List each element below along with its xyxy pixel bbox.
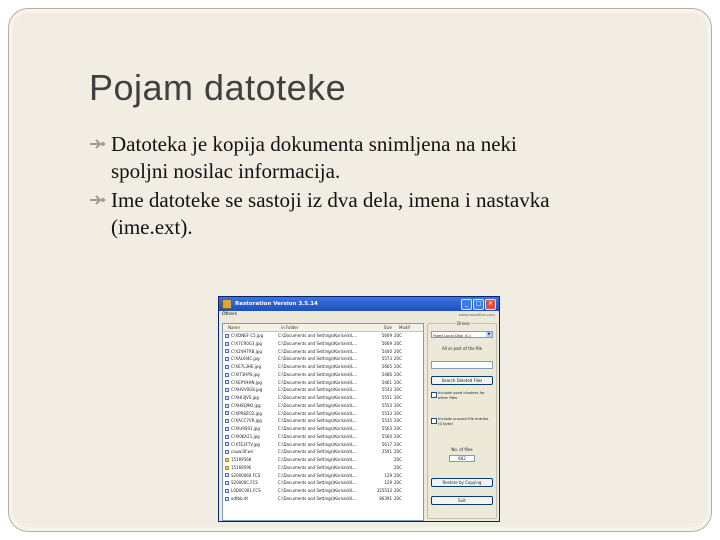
table-row[interactable] — [223, 495, 423, 503]
table-row[interactable] — [223, 417, 423, 425]
file-size-cell: 5440 — [381, 348, 392, 354]
maximize-icon[interactable]: □ — [473, 299, 484, 310]
image-file-icon — [225, 373, 229, 377]
window-title: Restoration Version 3.5.14 — [235, 301, 318, 307]
table-row[interactable] — [223, 379, 423, 387]
table-row[interactable] — [223, 448, 423, 456]
file-size-cell: 5551 — [381, 395, 392, 400]
file-name: C!XACC7VR.jpg — [231, 418, 262, 424]
file-modified-cell: 20C — [394, 410, 402, 416]
file-name-cell — [223, 340, 276, 348]
image-file-icon — [225, 427, 229, 431]
table-row[interactable] — [223, 355, 423, 363]
file-count-label: No. of files — [451, 447, 473, 452]
checkbox-label: Include used clusters for other files — [438, 390, 485, 400]
file-name-cell — [223, 472, 276, 480]
slide-title: Pojam datoteke — [89, 67, 347, 108]
file-name: C!XEPYHHN.jpg — [231, 379, 262, 385]
file-modified-cell: 20C — [394, 433, 402, 439]
file-modified-cell: 20C — [394, 387, 402, 393]
file-name-cell — [223, 363, 276, 371]
table-row[interactable] — [223, 340, 423, 348]
menu-others[interactable]: Others — [222, 312, 238, 317]
file-name-cell — [223, 386, 276, 394]
filter-label: All or part of the file — [441, 346, 483, 351]
window-titlebar — [219, 297, 499, 311]
bullet-arrow-icon — [89, 138, 107, 150]
file-name: C!XHI3JVS.jpg — [231, 395, 259, 400]
table-row[interactable] — [223, 371, 423, 379]
image-file-icon — [225, 396, 229, 400]
file-name: C!XI0KA21.jpg — [231, 433, 260, 439]
file-name: C!XPR8ZCD.jpg — [231, 410, 262, 416]
file-name: S20000C.FCS — [231, 480, 258, 486]
filter-input[interactable] — [431, 361, 493, 369]
file-modified-cell: 20C — [394, 464, 402, 470]
drives-label: Drives — [457, 321, 470, 326]
file-folder-cell: C:\Documents and Settings\Korisnik\L... — [278, 464, 358, 470]
image-file-icon — [225, 388, 229, 392]
table-row[interactable] — [223, 410, 423, 418]
column-header-size[interactable]: Size — [383, 325, 392, 330]
file-size-cell: 5560 — [381, 433, 392, 439]
file-name: C!XIT3HPS.jpg — [231, 371, 260, 377]
file-modified-cell: 20C — [394, 488, 402, 493]
table-row[interactable] — [223, 456, 423, 464]
file-modified-cell: 20C — [394, 480, 402, 486]
file-name-cell — [223, 348, 276, 356]
file-name: C!XDNEF C5.jpg — [231, 333, 264, 338]
file-name-cell — [223, 464, 276, 472]
include-used-clusters-checkbox[interactable] — [431, 391, 493, 401]
image-file-icon — [225, 473, 229, 477]
table-row[interactable] — [223, 472, 423, 480]
file-size-cell: 2591 — [381, 449, 392, 455]
checkbox-box[interactable] — [431, 418, 437, 424]
file-folder-cell: C:\Documents and Settings\Korisnik\L... — [278, 333, 358, 338]
file-size-cell: 5573 — [381, 356, 392, 362]
file-size-cell: 5553 — [381, 402, 392, 408]
table-row[interactable] — [223, 487, 423, 495]
file-name: C!X2VHTRB.jpg — [231, 348, 262, 354]
file-name-cell — [223, 394, 276, 402]
file-modified-cell: 20C — [394, 379, 402, 385]
file-name-cell — [223, 355, 276, 363]
drive-select-value: Fixed Local Disk (C:) — [433, 333, 472, 338]
file-folder-cell: C:\Documents and Settings\Korisnik\L... — [278, 348, 358, 354]
file-size-cell: 5617 — [381, 441, 392, 447]
file-modified-cell: 20C — [394, 371, 402, 377]
app-icon — [222, 299, 232, 309]
minimize-icon[interactable]: _ — [461, 299, 472, 310]
bullet-arrow-icon — [89, 194, 107, 206]
image-file-icon — [225, 365, 229, 369]
folder-icon — [225, 466, 229, 470]
file-name: C!XE7L3HE.jpg — [231, 364, 261, 369]
checkbox-box[interactable] — [431, 392, 437, 398]
table-row[interactable] — [223, 433, 423, 441]
drive-select[interactable] — [431, 331, 493, 338]
image-file-icon — [225, 450, 229, 454]
table-row[interactable] — [223, 332, 423, 340]
file-folder-cell: C:\Documents and Settings\Korisnik\L... — [278, 340, 358, 346]
column-header-name[interactable]: Name — [228, 325, 240, 330]
table-row[interactable] — [223, 386, 423, 394]
image-file-icon — [225, 435, 229, 439]
file-name-cell — [223, 417, 276, 425]
exit-button[interactable]: Exit — [431, 496, 493, 505]
image-file-icon — [225, 497, 229, 501]
file-size-cell: 5535 — [381, 418, 392, 424]
file-size-cell: 5669 — [381, 340, 392, 346]
restore-by-copying-button[interactable]: Restore by Copying — [431, 478, 493, 487]
file-name-cell — [223, 371, 276, 379]
file-folder-cell: C:\Documents and Settings\Korisnik\L... — [278, 371, 358, 377]
restoration-window-screenshot — [218, 296, 500, 522]
file-folder-cell: C:\Documents and Settings\Korisnik\L... — [278, 495, 358, 501]
file-modified-cell: 20C — [394, 495, 402, 501]
file-size-cell: 129 — [384, 480, 392, 486]
table-row[interactable] — [223, 479, 423, 487]
file-modified-cell: 20C — [394, 333, 402, 338]
folder-icon — [225, 458, 229, 462]
file-name-cell — [223, 410, 276, 418]
file-name-cell — [223, 402, 276, 410]
file-folder-cell: C:\Documents and Settings\Korisnik\L... — [278, 418, 358, 424]
image-file-icon — [225, 481, 229, 485]
table-row[interactable] — [223, 441, 423, 449]
file-folder-cell: C:\Documents and Settings\Korisnik\L... — [278, 364, 358, 369]
file-folder-cell: C:\Documents and Settings\Korisnik\L... — [278, 426, 358, 431]
bullet-item — [89, 131, 689, 185]
file-size-cell — [366, 456, 394, 464]
image-file-icon — [225, 442, 229, 446]
file-folder-cell: C:\Documents and Settings\Korisnik\L... — [278, 433, 358, 439]
file-name: C!X7CR0G3.jpg — [231, 340, 262, 346]
file-name: C!XHVV0G8.jpg — [231, 387, 263, 393]
file-name-cell — [223, 425, 276, 433]
file-modified-cell: 20C — [394, 356, 402, 362]
file-name: C!XH8Q9KI.jpg — [231, 402, 261, 408]
image-file-icon — [225, 489, 229, 493]
file-name-cell — [223, 479, 276, 487]
table-row[interactable] — [223, 348, 423, 356]
file-name-cell — [223, 495, 276, 503]
chevron-down-icon[interactable]: ▼ — [487, 332, 491, 336]
file-folder-cell: C:\Documents and Settings\Korisnik\L... — [278, 449, 358, 455]
file-modified-cell: 20C — [394, 348, 402, 354]
file-name: cauwl3f.wri — [231, 449, 254, 455]
file-size-cell: 5486 — [381, 371, 392, 377]
image-file-icon — [225, 411, 229, 415]
menu-bar — [219, 311, 499, 319]
bullet-text-line: Ime datoteke se sastoji iz dva dela, imena i nastavka — [111, 188, 550, 212]
image-file-icon — [225, 404, 229, 408]
file-name-cell — [223, 332, 276, 340]
file-name: 15169596 — [231, 464, 252, 470]
file-count-value: 862 — [449, 455, 475, 462]
file-name: L0D0C001.FCS — [231, 488, 261, 493]
file-list-rows — [223, 332, 423, 503]
bullet-text-line: Datoteka je kopija dokumenta snimljena na neki — [111, 132, 517, 156]
file-name-cell — [223, 433, 276, 441]
file-size-cell — [366, 464, 394, 472]
file-size-cell: 129 — [384, 472, 392, 478]
file-folder-cell: C:\Documents and Settings\Korisnik\L... — [278, 395, 358, 400]
file-size-cell: 325533 — [376, 488, 392, 493]
file-modified-cell: 20C — [394, 449, 402, 455]
file-folder-cell: C:\Documents and Settings\Korisnik\L... — [278, 441, 358, 447]
file-folder-cell: C:\Documents and Settings\Korisnik\L... — [278, 402, 358, 408]
file-modified-cell: 20C — [394, 457, 402, 462]
table-row[interactable] — [223, 402, 423, 410]
file-modified-cell: 20C — [394, 402, 402, 408]
file-folder-cell: C:\Documents and Settings\Korisnik\L... — [278, 356, 358, 362]
table-row[interactable] — [223, 394, 423, 402]
bullet-item — [89, 187, 689, 241]
file-modified-cell: 20C — [394, 364, 402, 369]
column-header-modified[interactable]: Modif — [399, 325, 410, 330]
file-name-cell — [223, 441, 276, 449]
image-file-icon — [225, 349, 229, 353]
table-row[interactable] — [223, 363, 423, 371]
file-folder-cell: C:\Documents and Settings\Korisnik\L... — [278, 457, 358, 462]
image-file-icon — [225, 419, 229, 423]
file-size-cell: 86391 — [379, 495, 392, 501]
file-name-cell — [223, 456, 276, 464]
file-size-cell: 5543 — [381, 387, 392, 393]
file-modified-cell: 20C — [394, 441, 402, 447]
file-size-cell: 5563 — [381, 426, 392, 431]
file-modified-cell: 20C — [394, 395, 402, 400]
file-folder-cell: C:\Documents and Settings\Korisnik\L... — [278, 480, 358, 486]
file-folder-cell: C:\Documents and Settings\Korisnik\L... — [278, 387, 358, 393]
file-modified-cell: 20C — [394, 418, 402, 424]
file-size-cell: 5533 — [381, 410, 392, 416]
file-name: C!XAL6I4C.jpg — [231, 356, 260, 362]
watermark-site: www.snapfiles.com — [458, 312, 495, 317]
file-name: C!XTE3FTV.jpg — [231, 441, 260, 447]
include-unused-entries-checkbox[interactable] — [431, 417, 493, 427]
file-folder-cell: C:\Documents and Settings\Korisnik\L... — [278, 488, 358, 493]
file-size-cell: 5665 — [381, 364, 392, 369]
bullet-text-line: spoljni nosilac informacija. — [111, 159, 341, 183]
file-size-cell: 5669 — [381, 333, 392, 338]
table-row[interactable] — [223, 425, 423, 433]
file-name-cell — [223, 379, 276, 387]
checkbox-label: Include unused file entries (0 byte) — [438, 416, 489, 426]
image-file-icon — [225, 334, 229, 338]
file-list-header — [223, 324, 423, 332]
image-file-icon — [225, 357, 229, 361]
file-name: odtbb.dt — [231, 495, 249, 501]
right-panel — [427, 323, 497, 519]
file-folder-cell: C:\Documents and Settings\Korisnik\L... — [278, 472, 358, 478]
file-modified-cell: 20C — [394, 472, 402, 478]
column-header-folder[interactable]: in Folder — [281, 325, 299, 330]
bullet-text-line: (ime.ext). — [111, 215, 193, 239]
bullet-list — [89, 131, 689, 243]
image-file-icon — [225, 342, 229, 346]
file-folder-cell: C:\Documents and Settings\Korisnik\L... — [278, 410, 358, 416]
image-file-icon — [225, 380, 229, 384]
close-icon[interactable]: × — [485, 299, 496, 310]
file-list[interactable] — [222, 323, 424, 521]
file-folder-cell: C:\Documents and Settings\Korisnik\L... — [278, 379, 358, 385]
file-name-cell — [223, 487, 276, 495]
table-row[interactable] — [223, 464, 423, 472]
search-deleted-files-button[interactable]: Search Deleted Files — [431, 376, 493, 385]
file-name-cell — [223, 448, 276, 456]
file-name: S2000060.FCS — [231, 472, 261, 478]
file-name: 15169568 — [231, 457, 252, 462]
file-name: C!XIU9S91.jpg — [231, 426, 260, 431]
file-size-cell: 5461 — [381, 379, 392, 385]
file-modified-cell: 20C — [394, 340, 402, 346]
file-modified-cell: 20C — [394, 426, 402, 431]
